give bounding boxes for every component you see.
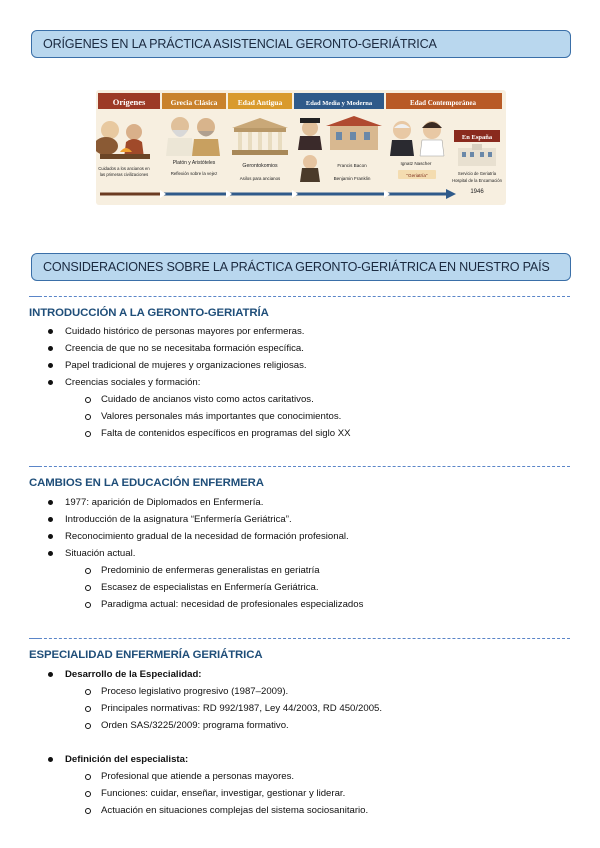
cambios-list xyxy=(47,494,364,610)
section-title-cambios: CAMBIOS EN LA EDUCACIÓN ENFERMERA xyxy=(29,477,264,489)
list-item xyxy=(47,545,364,610)
caption-grecia-1: Platón y Aristóteles xyxy=(172,160,216,166)
era-label-0: Orígenes xyxy=(112,97,146,107)
list-item-label: Desarrollo de la Especialidad: xyxy=(65,669,202,680)
list-item: Cuidado histórico de personas mayores por enfermeras. xyxy=(47,323,351,340)
era-label-1: Grecia Clásica xyxy=(170,98,218,107)
list-item: Reconocimiento gradual de la necesidad de formación profesional. xyxy=(47,528,363,545)
caption-contemp-2: "Geriatría" xyxy=(406,173,428,178)
list-item xyxy=(47,374,351,439)
caption-origenes-2: las primeras civilizaciones xyxy=(99,172,149,177)
sublist xyxy=(65,683,382,734)
sublist-item: Predominio de enfermeras generalistas en geriatría xyxy=(65,562,363,579)
banner-title: ORÍGENES EN LA PRÁCTICA ASISTENCIAL GERONTO-GERIÁTRICA xyxy=(43,37,437,51)
caption-antigua-1: Gerontokomios xyxy=(242,163,278,169)
section-title-especialidad: ESPECIALIDAD ENFERMERÍA GERIÁTRICA xyxy=(29,649,263,661)
caption-grecia-2: Reflexión sobre la vejez xyxy=(170,171,218,176)
sublist-item: Principales normativas: RD 992/1987, Ley 44/2003, RD 450/2005. xyxy=(65,700,382,717)
list-item: Introducción de la asignatura “Enfermería Geriátrica”. xyxy=(47,511,363,528)
caption-espana-1: Servicio de Geriatría xyxy=(457,171,497,176)
sublist xyxy=(65,562,363,613)
history-timeline-illustration xyxy=(96,90,506,205)
sublist-item: Actuación en situaciones complejas del sistema sociosanitario. xyxy=(65,802,368,819)
era-label-2: Edad Antigua xyxy=(237,98,283,107)
sublist-item: Valores personales más importantes que conocimientos. xyxy=(65,408,351,425)
sublist-item: Falta de contenidos específicos en programas del siglo XX xyxy=(65,425,351,442)
caption-antigua-2: Asilos para ancianos xyxy=(239,176,281,181)
section-divider xyxy=(29,296,570,297)
caption-espana-year: 1946 xyxy=(470,189,484,195)
caption-espana-2: Hospital de la Encarnación xyxy=(452,178,502,183)
era-label-4: Edad Contemporánea xyxy=(410,99,476,107)
sublist-item: Escasez de especialistas en Enfermería Geriátrica. xyxy=(65,579,363,596)
caption-contemp-1: Ignatz Nascher xyxy=(400,161,432,166)
caption-media-2: Benjamin Franklin xyxy=(333,176,371,181)
sublist-item: Profesional que atiende a personas mayores. xyxy=(65,768,368,785)
list-item-label: Situación actual. xyxy=(65,548,136,559)
list-item-label: Creencias sociales y formación: xyxy=(65,377,201,388)
espana-tag: En España xyxy=(461,134,493,141)
caption-media-1: Francis Bacon xyxy=(337,163,367,168)
introduccion-list xyxy=(47,323,351,439)
list-item: Creencia de que no se necesitaba formación específica. xyxy=(47,340,351,357)
section-banner-origenes xyxy=(31,30,571,58)
sublist-item: Cuidado de ancianos visto como actos caritativos. xyxy=(65,391,351,408)
list-item xyxy=(47,666,383,731)
sublist-item: Orden SAS/3225/2009: programa formativo. xyxy=(65,717,382,734)
section-divider xyxy=(29,466,570,467)
especialidad-list-1 xyxy=(47,666,383,731)
sublist-item: Paradigma actual: necesidad de profesionales especializados xyxy=(65,596,363,613)
sublist-item: Funciones: cuidar, enseñar, investigar, gestionar y liderar. xyxy=(65,785,368,802)
especialidad-list-2 xyxy=(47,751,369,816)
sublist xyxy=(65,391,351,442)
list-item: 1977: aparición de Diplomados en Enfermería. xyxy=(47,494,363,511)
section-divider xyxy=(29,638,570,639)
sublist xyxy=(65,768,368,819)
section-title-introduccion: INTRODUCCIÓN A LA GERONTO-GERIATRÍA xyxy=(29,307,269,319)
list-item: Papel tradicional de mujeres y organizaciones religiosas. xyxy=(47,357,351,374)
banner-title: CONSIDERACIONES SOBRE LA PRÁCTICA GERONTO-GERIÁTRICA EN NUESTRO PAÍS xyxy=(43,260,550,274)
caption-origenes-1: Cuidados a los ancianos en xyxy=(98,166,150,171)
era-label-3: Edad Media y Moderna xyxy=(305,100,373,107)
sublist-item: Proceso legislativo progresivo (1987–2009). xyxy=(65,683,382,700)
section-banner-consideraciones xyxy=(31,253,571,281)
list-item-label: Definición del especialista: xyxy=(65,754,189,765)
list-item xyxy=(47,751,369,816)
